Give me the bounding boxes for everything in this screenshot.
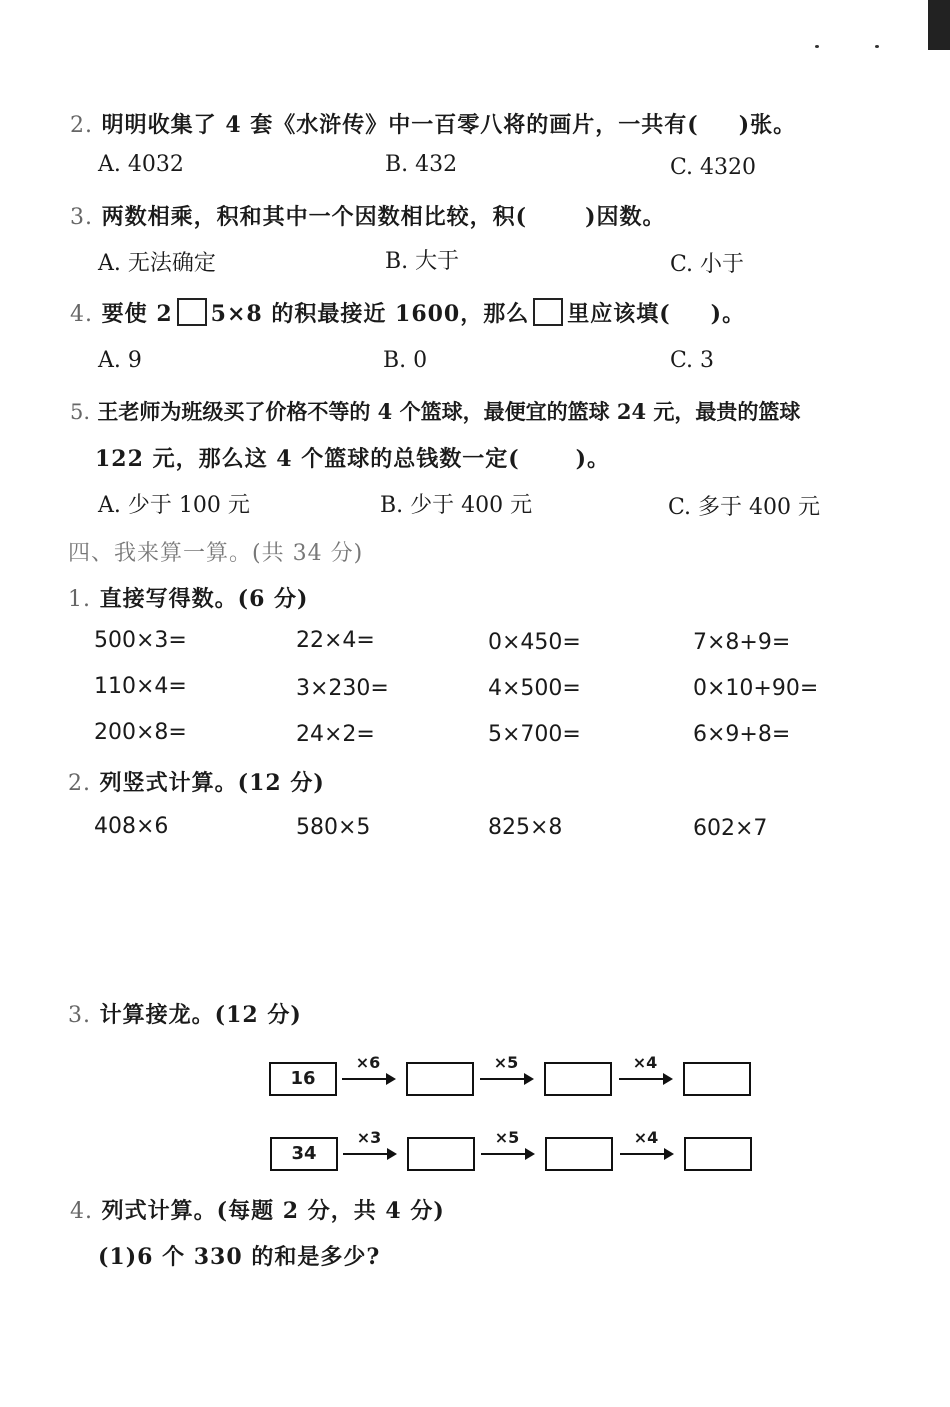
part-title-text: 直接写得数。(6 分): [99, 586, 309, 612]
calc-item: 22×4=: [296, 628, 375, 653]
option-c: C. 多于 400 元: [668, 495, 821, 520]
option-c: C. 3: [670, 348, 715, 373]
question-number: 3.: [70, 205, 93, 230]
scan-speck: [815, 45, 819, 48]
arrow-right-icon: [619, 1078, 671, 1080]
question-text: 里应该填(: [567, 301, 671, 327]
section-title: 四、我来算一算。(共 34 分): [68, 541, 364, 566]
question-2: [70, 108, 796, 139]
option-b: B. 0: [383, 348, 428, 373]
chain-operator: ×4: [633, 1128, 659, 1147]
chain-operator: ×3: [356, 1128, 382, 1147]
scan-edge-shadow: [928, 0, 950, 50]
part-1-title: [68, 582, 308, 613]
chain-operator: ×5: [494, 1128, 520, 1147]
chain-answer-box[interactable]: [545, 1137, 613, 1171]
question-5: [70, 396, 800, 426]
question-text: 两数相乘，积和其中一个因数相比较，积(: [101, 204, 528, 230]
part-4-title: [70, 1194, 445, 1225]
question-number: 2.: [70, 113, 93, 138]
option-c: C. 4320: [670, 155, 757, 180]
chain-answer-box[interactable]: [684, 1137, 752, 1171]
part-number: 3.: [68, 1003, 91, 1028]
chain-operator: ×6: [355, 1053, 381, 1072]
arrow-right-icon: [480, 1078, 532, 1080]
question-number: 4.: [70, 302, 93, 327]
sub-question-1: (1)6 个 330 的和是多少?: [98, 1244, 381, 1270]
vertical-calc-item: 825×8: [488, 815, 563, 840]
option-b: B. 432: [385, 152, 458, 177]
option-a: A. 4032: [98, 152, 184, 177]
calc-item: 24×2=: [296, 722, 375, 747]
part-number: 1.: [68, 587, 91, 612]
scan-speck: [875, 45, 879, 48]
calc-item: 0×10+90=: [693, 676, 819, 701]
calc-item: 500×3=: [94, 628, 187, 653]
question-number: 5.: [70, 400, 91, 424]
question-text: 王老师为班级买了价格不等的 4 个篮球，最便宜的篮球 24 元，最贵的篮球: [97, 399, 801, 424]
option-c: C. 小于: [670, 252, 745, 277]
digit-box[interactable]: [177, 298, 207, 326]
calc-item: 0×450=: [488, 630, 581, 655]
option-a: A. 无法确定: [98, 251, 216, 276]
part-number: 2.: [68, 771, 91, 796]
question-text: 要使 2: [101, 301, 173, 327]
calc-item: 3×230=: [296, 676, 389, 701]
calc-item: 200×8=: [94, 720, 187, 745]
part-2-title: [68, 766, 325, 797]
chain-operator: ×4: [632, 1053, 658, 1072]
chain-start-box: 16: [269, 1062, 337, 1096]
vertical-calc-item: 580×5: [296, 815, 371, 840]
option-b: B. 少于 400 元: [380, 493, 533, 518]
option-a: A. 少于 100 元: [98, 493, 250, 518]
question-text-end: )。: [710, 301, 746, 327]
part-title-text: 列式计算。(每题 2 分，共 4 分): [101, 1198, 445, 1224]
question-text-end: )张。: [738, 112, 797, 138]
option-b: B. 大于: [385, 249, 460, 274]
arrow-right-icon: [342, 1078, 394, 1080]
vertical-calc-item: 408×6: [94, 814, 169, 839]
question-4: [70, 297, 745, 328]
question-3: [70, 200, 666, 231]
chain-operator: ×5: [493, 1053, 519, 1072]
chain-answer-box[interactable]: [544, 1062, 612, 1096]
question-text-end: )。: [575, 446, 611, 472]
part-number: 4.: [70, 1199, 93, 1224]
part-3-title: [68, 998, 302, 1029]
calc-item: 4×500=: [488, 676, 581, 701]
calc-item: 6×9+8=: [693, 722, 791, 747]
question-text-end: )因数。: [585, 204, 666, 230]
calc-item: 110×4=: [94, 674, 187, 699]
question-5-line2: [95, 442, 610, 473]
question-text: 5×8 的积最接近 1600，那么: [210, 301, 530, 327]
question-text: 明明收集了 4 套《水浒传》中一百零八将的画片，一共有(: [101, 112, 699, 138]
digit-box[interactable]: [533, 298, 563, 326]
part-title-text: 计算接龙。(12 分): [99, 1002, 302, 1028]
chain-answer-box[interactable]: [407, 1137, 475, 1171]
arrow-right-icon: [620, 1153, 672, 1155]
part-title-text: 列竖式计算。(12 分): [99, 770, 325, 796]
chain-answer-box[interactable]: [406, 1062, 474, 1096]
chain-start-box: 34: [270, 1137, 338, 1171]
calc-item: 7×8+9=: [693, 630, 791, 655]
question-text: 122 元，那么这 4 个篮球的总钱数一定(: [95, 446, 520, 472]
chain-answer-box[interactable]: [683, 1062, 751, 1096]
arrow-right-icon: [481, 1153, 533, 1155]
arrow-right-icon: [343, 1153, 395, 1155]
vertical-calc-item: 602×7: [693, 816, 768, 841]
option-a: A. 9: [98, 348, 142, 373]
calc-item: 5×700=: [488, 722, 581, 747]
